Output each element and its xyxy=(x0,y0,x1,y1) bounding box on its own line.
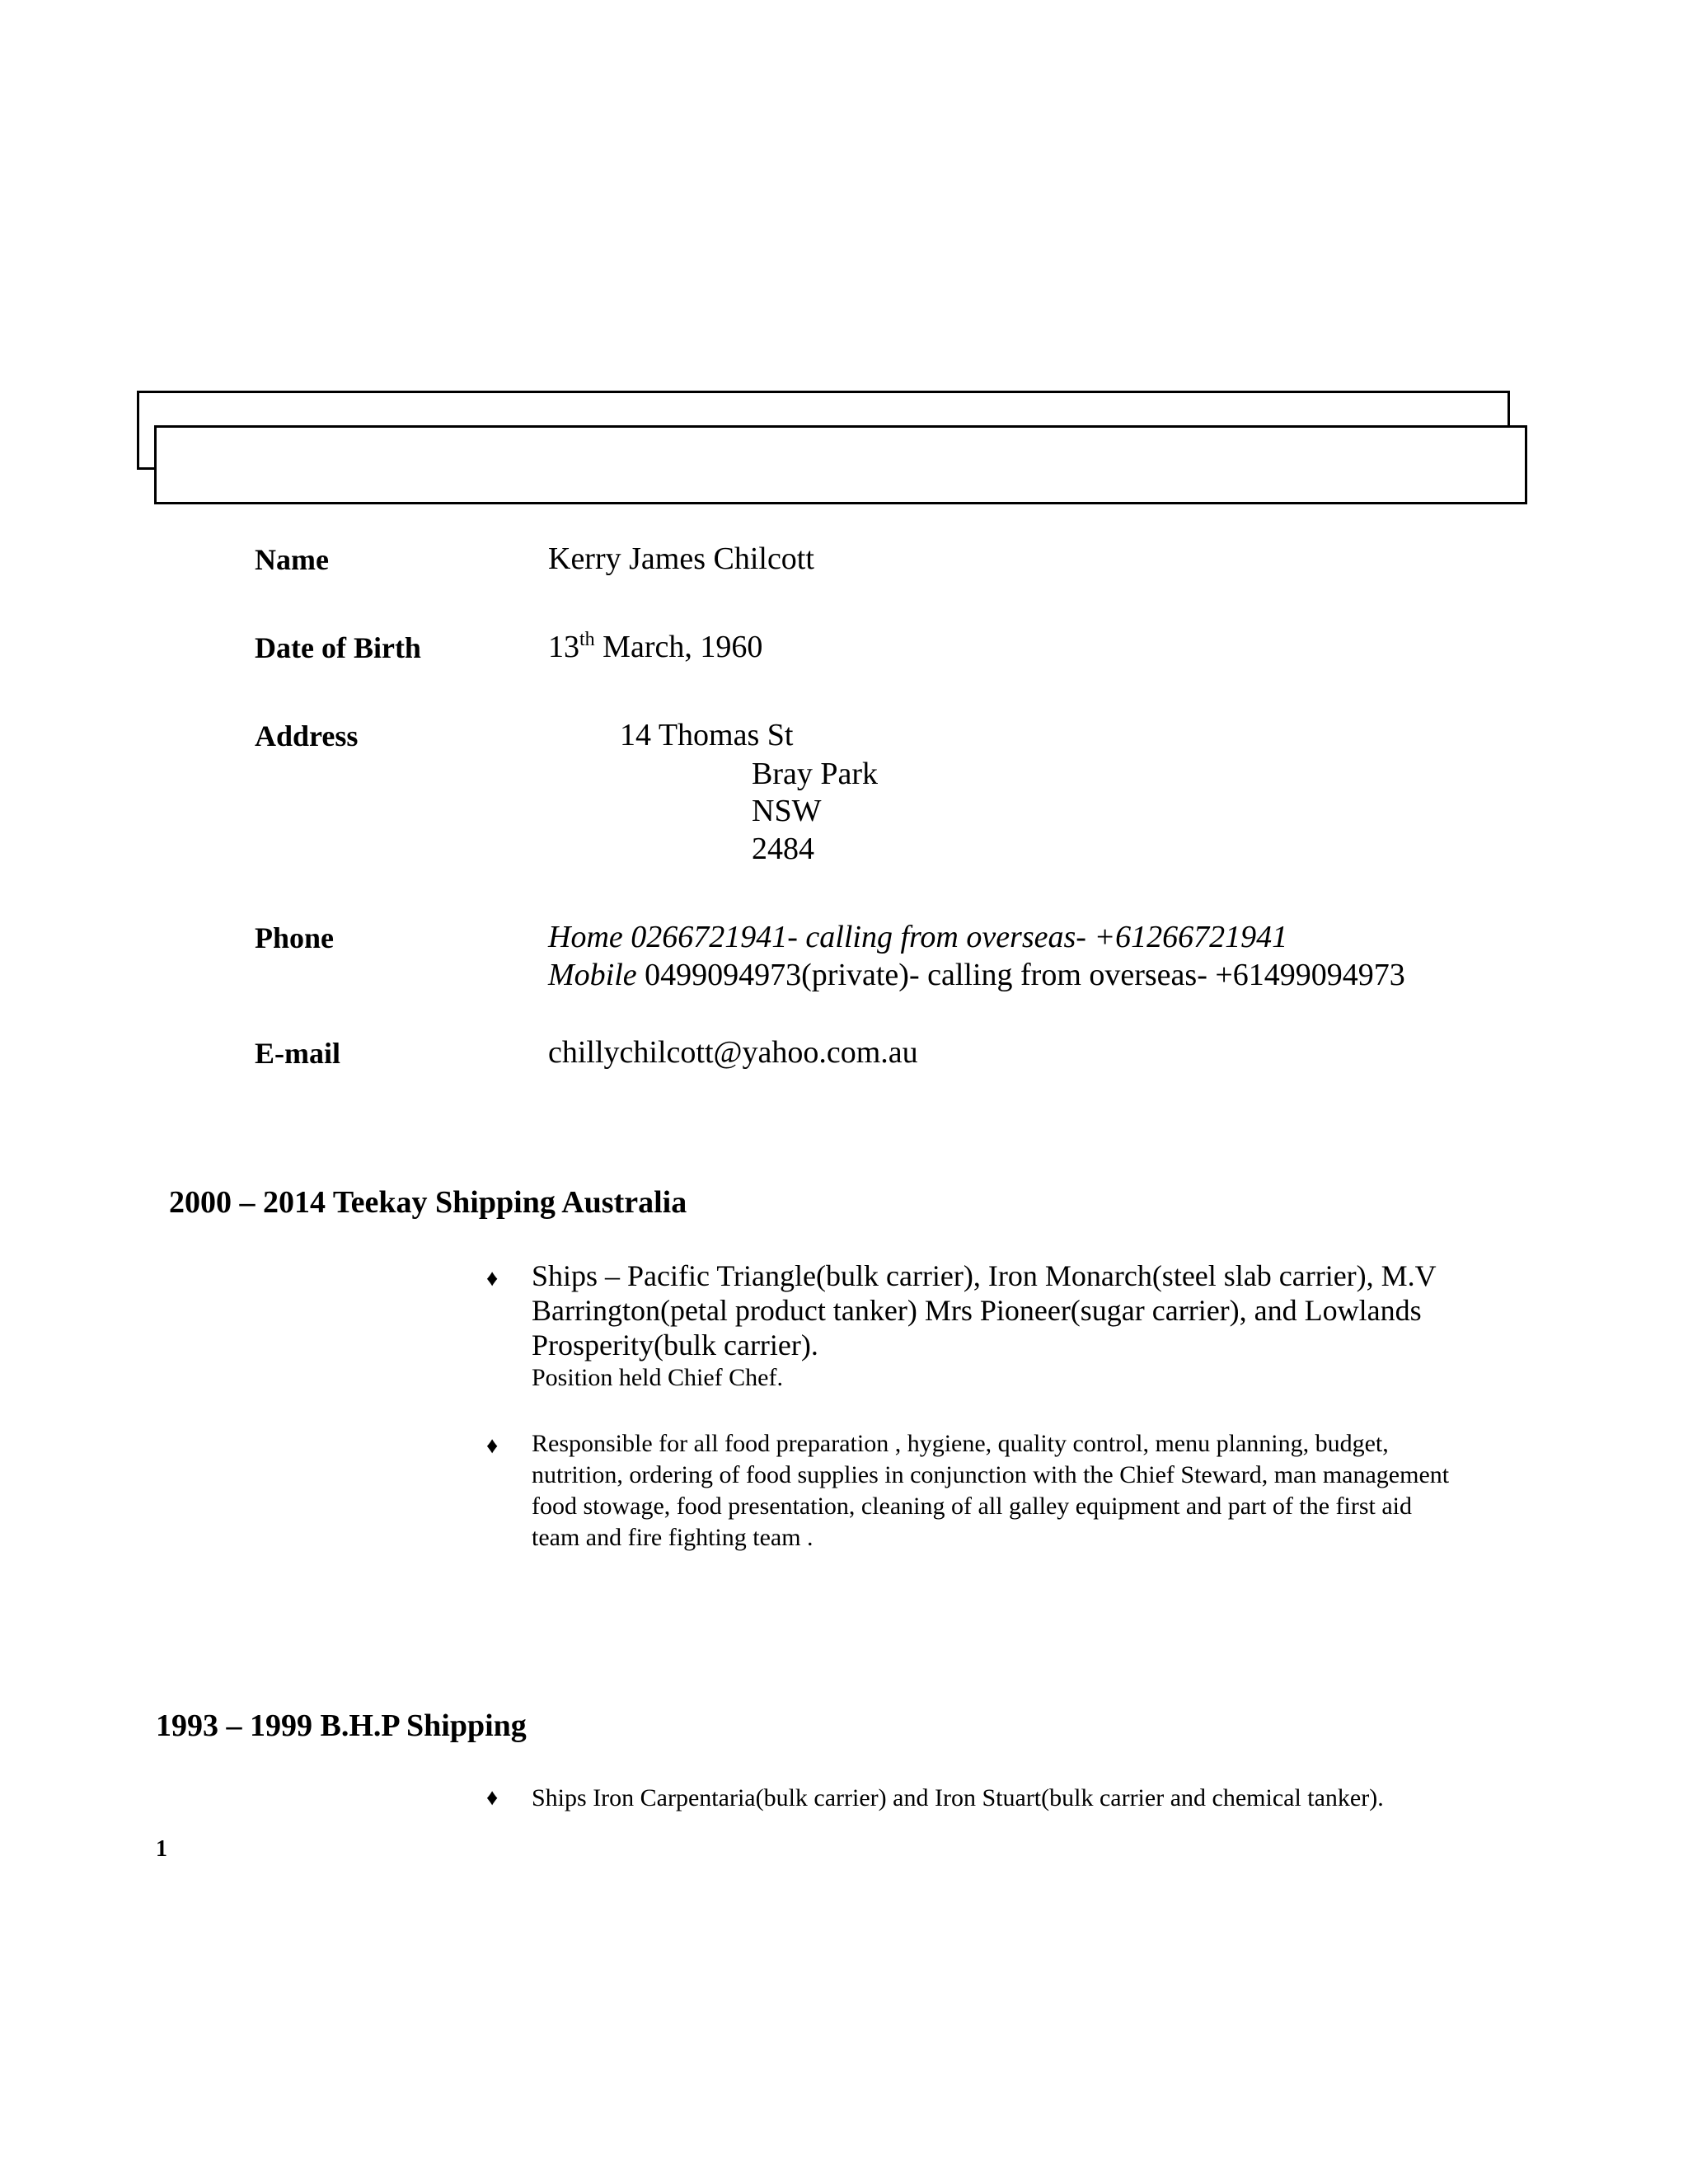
name-value: Kerry James Chilcott xyxy=(548,541,814,576)
phone-mobile xyxy=(548,956,1405,994)
phone-mobile-rest: 0499094973(private)- calling from overseas- +61499094973 xyxy=(636,958,1405,992)
page-number: 1 xyxy=(156,1836,167,1862)
experience-2-bullet-1-text: Ships Iron Carpentaria(bulk carrier) and Iron Stuart(bulk carrier and chemical tanker). xyxy=(532,1784,1384,1811)
experience-1-bullet-1-subtext: Position held Chief Chef. xyxy=(532,1364,783,1391)
dob-day: 13 xyxy=(548,630,579,664)
email-label: E-mail xyxy=(255,1037,340,1070)
experience-1-bullet-2-text: Responsible for all food preparation , hygiene, quality control, menu planning, budget, nutrition, ordering of food supplies in conjunction with the Chief Steward, man management food stowage, food presentation, cleaning of all galley equipment and part of the first aid team and fire fighting team . xyxy=(532,1430,1450,1551)
bullet-icon: ♦ xyxy=(486,1785,499,1811)
phone-mobile-prefix: Mobile xyxy=(548,958,637,992)
email-value: chillychilcott@yahoo.com.au xyxy=(548,1035,918,1070)
address-label: Address xyxy=(255,719,359,752)
address-line-2: Bray Park xyxy=(752,757,879,791)
name-label: Name xyxy=(255,543,329,576)
phone-home: Home 0266721941- calling from overseas- +61266721941 xyxy=(548,920,1288,954)
experience-1-bullet-1-text: Ships – Pacific Triangle(bulk carrier), Iron Monarch(steel slab carrier), M.V Barrington(petal product tanker) Mrs Pioneer(sugar carrier), and Lowlands Prosperity(bulk carrier). xyxy=(532,1259,1437,1361)
address-line-1: 14 Thomas St xyxy=(620,718,794,752)
experience-1-bullet-1 xyxy=(532,1258,1455,1394)
dob-label: Date of Birth xyxy=(255,631,421,664)
experience-heading-1: 2000 – 2014 Teekay Shipping Australia xyxy=(169,1185,687,1220)
dob-suffix: th xyxy=(579,629,595,650)
bullet-icon: ♦ xyxy=(486,1433,499,1459)
experience-heading-2: 1993 – 1999 B.H.P Shipping xyxy=(156,1708,527,1743)
address-line-4: 2484 xyxy=(752,832,814,866)
dob-value xyxy=(548,628,762,666)
header-box-front xyxy=(154,425,1527,504)
dob-rest: March, 1960 xyxy=(594,630,763,664)
bullet-icon: ♦ xyxy=(486,1266,499,1291)
address-line-3: NSW xyxy=(752,794,822,828)
phone-label: Phone xyxy=(255,921,335,954)
